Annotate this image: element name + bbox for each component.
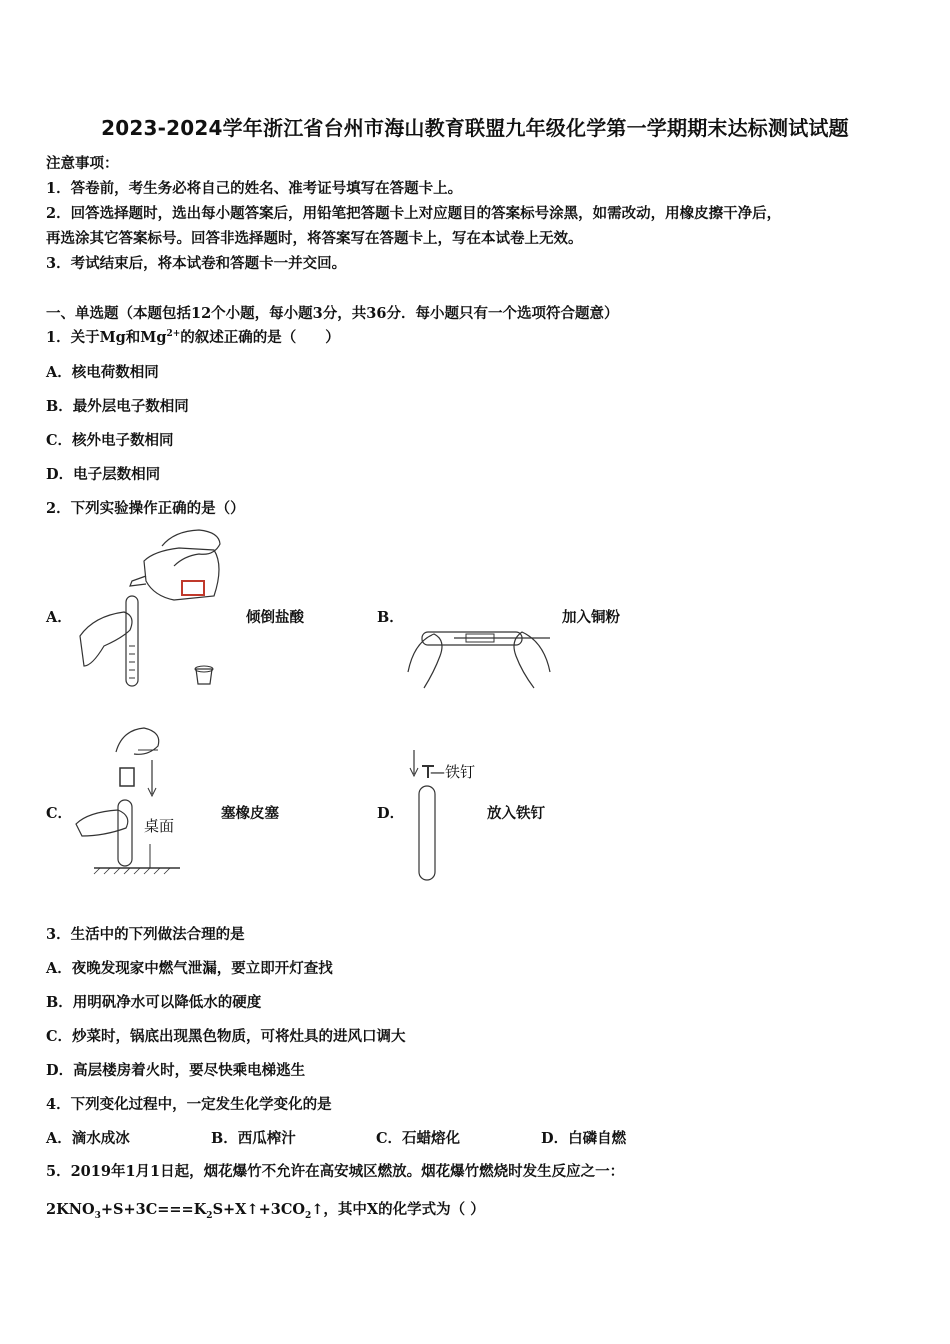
q2-option-c-letter: C． <box>46 805 73 822</box>
q1-option-c: C．核外电子数相同 <box>46 432 174 449</box>
q4-option-d: D．白磷自燃 <box>541 1130 627 1147</box>
notice-heading: 注意事项： <box>46 155 119 172</box>
q2-option-d-letter: D． <box>377 805 405 822</box>
inserting-stopper-figure <box>74 724 184 876</box>
q1-stem: 1．关于Mg和$Mg^{2+}$的叙述正确的是（ ） <box>46 329 340 346</box>
q4-stem: 4．下列变化过程中，一定发生化学变化的是 <box>46 1096 332 1113</box>
q3-option-c: C．炒菜时，锅底出现黑色物质，可将灶具的进风口调大 <box>46 1028 406 1045</box>
q3-stem: 3．生活中的下列做法合理的是 <box>46 926 245 943</box>
nail-label: —铁钉 <box>430 763 476 781</box>
pouring-acid-figure <box>74 526 234 696</box>
q1-option-d: D．电子层数相同 <box>46 466 161 483</box>
q4-option-a: A．滴水成冰 <box>46 1130 130 1147</box>
q2-stem: 2．下列实验操作正确的是（） <box>46 500 245 517</box>
q2-option-a-letter: A． <box>46 609 72 626</box>
q2-option-b-caption: 加入铜粉 <box>562 609 620 626</box>
notice-item-2: 2．回答选择题时，选出每小题答案后，用铅笔把答题卡上对应题目的答案标号涂黑，如需改动，用橡皮擦干净后， <box>46 205 782 222</box>
q2-option-a-caption: 倾倒盐酸 <box>246 609 304 626</box>
notice-item-3: 3．考试结束后，将本试卷和答题卡一并交回。 <box>46 255 347 272</box>
q2-option-c-caption: 塞橡皮塞 <box>221 805 279 822</box>
q1-option-a: A．核电荷数相同 <box>46 364 159 381</box>
q2-option-b-letter: B． <box>377 609 404 626</box>
q1-option-b: B．最外层电子数相同 <box>46 398 189 415</box>
q5-stem: 5．2019年1月1日起，烟花爆竹不允许在高安城区燃放。烟花爆竹燃烧时发生反应之一： <box>46 1163 625 1180</box>
section-heading: 一、单选题（本题包括12个小题，每小题3分，共36分．每小题只有一个选项符合题意） <box>46 305 619 322</box>
q3-option-b: B．用明矾净水可以降低水的硬度 <box>46 994 262 1011</box>
table-label: 桌面 <box>144 817 175 835</box>
adding-copper-figure <box>404 612 554 694</box>
page-title: 2023-2024学年浙江省台州市海山教育联盟九年级化学第一学期期末达标测试试题 <box>101 116 849 140</box>
q4-option-c: C．石蜡熔化 <box>376 1130 461 1147</box>
q4-option-b: B．西瓜榨汁 <box>211 1130 296 1147</box>
q3-option-a: A．夜晚发现家中燃气泄漏，要立即开灯查找 <box>46 960 333 977</box>
q5-equation: $2KNO_3+S+3C===K_2S+X↑+3CO_2↑$，其中X的化学式为（ ） <box>46 1201 485 1221</box>
q2-option-d-caption: 放入铁钉 <box>487 805 545 822</box>
notice-item-1: 1．答卷前，考生务必将自己的姓名、准考证号填写在答题卡上。 <box>46 180 463 197</box>
notice-item-2-cont: 再选涂其它答案标号。回答非选择题时，将答案写在答题卡上，写在本试卷上无效。 <box>46 230 583 247</box>
q3-option-d: D．高层楼房着火时，要尽快乘电梯逃生 <box>46 1062 306 1079</box>
